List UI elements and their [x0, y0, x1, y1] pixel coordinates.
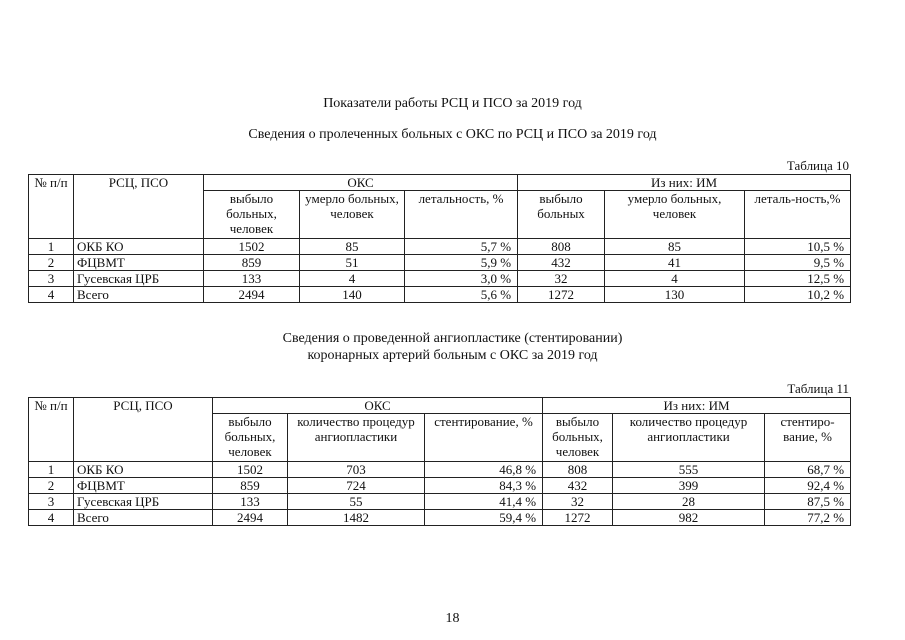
table2-header-col: выбыло больных, человек	[213, 414, 288, 462]
table-cell: 724	[288, 478, 425, 494]
table-cell: Всего	[74, 287, 204, 303]
table-cell: 5,9 %	[405, 255, 518, 271]
table-row	[29, 478, 851, 494]
table-cell: Гусевская ЦРБ	[74, 271, 204, 287]
table-row	[29, 494, 851, 510]
table-cell: 2494	[204, 287, 300, 303]
table1-caption: Таблица 10	[786, 158, 849, 173]
table-cell: 1	[29, 462, 74, 478]
table-cell: 859	[204, 255, 300, 271]
table-cell: 68,7 %	[765, 462, 851, 478]
table-cell: 3,0 %	[405, 271, 518, 287]
table-cell: Гусевская ЦРБ	[74, 494, 213, 510]
table1-header-col: летальность, %	[405, 191, 518, 239]
table-row	[29, 271, 851, 287]
table-cell: 5,6 %	[405, 287, 518, 303]
table-cell: 1	[29, 239, 74, 255]
table2-header-name: РСЦ, ПСО	[74, 398, 213, 462]
table-cell: 432	[518, 255, 605, 271]
table1-header-group-oks: ОКС	[204, 175, 518, 191]
table-cell: 59,4 %	[425, 510, 543, 526]
table-cell: 51	[300, 255, 405, 271]
table2-header-col: стентирование, %	[425, 414, 543, 462]
table-cell: 9,5 %	[745, 255, 851, 271]
table1-header-col: выбыло больных	[518, 191, 605, 239]
table-cell: 4	[29, 287, 74, 303]
table-cell: 2	[29, 255, 74, 271]
table-cell: 4	[29, 510, 74, 526]
table2-header-col: количество процедур ангиопластики	[288, 414, 425, 462]
table-cell: 41,4 %	[425, 494, 543, 510]
table1-header-num: № п/п	[29, 175, 74, 239]
table2-caption: Таблица 11	[787, 381, 849, 396]
table-cell: 3	[29, 494, 74, 510]
table1-header-col: умерло больных, человек	[605, 191, 745, 239]
table-cell: 28	[613, 494, 765, 510]
table2-header-num: № п/п	[29, 398, 74, 462]
table-cell: 10,2 %	[745, 287, 851, 303]
table-cell: 1502	[213, 462, 288, 478]
table-cell: 84,3 %	[425, 478, 543, 494]
table-cell: 12,5 %	[745, 271, 851, 287]
table-cell: 1482	[288, 510, 425, 526]
table-cell: 46,8 %	[425, 462, 543, 478]
table-cell: 808	[518, 239, 605, 255]
table-cell: 32	[543, 494, 613, 510]
table-cell: 41	[605, 255, 745, 271]
table-cell: 399	[613, 478, 765, 494]
table2-header-col: выбыло больных, человек	[543, 414, 613, 462]
table-row	[29, 287, 851, 303]
table-cell: 432	[543, 478, 613, 494]
table-row	[29, 462, 851, 478]
table-row	[29, 255, 851, 271]
table-cell: 130	[605, 287, 745, 303]
table2-header-group-oks: ОКС	[213, 398, 543, 414]
table-cell: ФЦВМТ	[74, 255, 204, 271]
table-cell: 555	[613, 462, 765, 478]
table-cell: 3	[29, 271, 74, 287]
table-cell: 55	[288, 494, 425, 510]
table-cell: 5,7 %	[405, 239, 518, 255]
table-cell: 808	[543, 462, 613, 478]
table-row	[29, 239, 851, 255]
table-cell: 87,5 %	[765, 494, 851, 510]
table-cell: Всего	[74, 510, 213, 526]
table-cell: 32	[518, 271, 605, 287]
table1-header-col: выбыло больных, человек	[204, 191, 300, 239]
table-cell: 85	[605, 239, 745, 255]
table2-header-col: стентиро-вание, %	[765, 414, 851, 462]
table-cell: 140	[300, 287, 405, 303]
table-cell: 92,4 %	[765, 478, 851, 494]
table-cell: ОКБ КО	[74, 239, 204, 255]
table-cell: 77,2 %	[765, 510, 851, 526]
table-cell: ФЦВМТ	[74, 478, 213, 494]
table-cell: 133	[213, 494, 288, 510]
table-cell: 1272	[518, 287, 605, 303]
table-cell: 859	[213, 478, 288, 494]
table2-subtitle-line2: коронарных артерий больным с ОКС за 2019 год	[307, 348, 598, 363]
table-row	[29, 510, 851, 526]
table-cell: 85	[300, 239, 405, 255]
table1-header-col: леталь-ность,%	[745, 191, 851, 239]
table2-header-col: количество процедур ангиопластики	[613, 414, 765, 462]
table-cell: 1502	[204, 239, 300, 255]
table-cell: 2	[29, 478, 74, 494]
table-cell: 4	[300, 271, 405, 287]
table2-header-row	[29, 398, 851, 414]
table-cell: 4	[605, 271, 745, 287]
table2-header-group-im: Из них: ИМ	[543, 398, 851, 414]
table1-header-col: умерло больных, человек	[300, 191, 405, 239]
table-cell: 1272	[543, 510, 613, 526]
table-cell: 2494	[213, 510, 288, 526]
page-title: Показатели работы РСЦ и ПСО за 2019 год	[323, 96, 582, 111]
table-cell: ОКБ КО	[74, 462, 213, 478]
table2	[28, 397, 851, 526]
table1-subtitle: Сведения о пролеченных больных с ОКС по РСЦ и ПСО за 2019 год	[248, 127, 657, 142]
table-cell: 703	[288, 462, 425, 478]
table1-header-group-im: Из них: ИМ	[518, 175, 851, 191]
table2-subtitle-line1: Сведения о проведенной ангиопластике (стентировании)	[282, 331, 623, 346]
table1	[28, 174, 851, 303]
table-cell: 10,5 %	[745, 239, 851, 255]
table1-header-name: РСЦ, ПСО	[74, 175, 204, 239]
table-cell: 982	[613, 510, 765, 526]
page-number: 18	[445, 611, 460, 626]
table-cell: 133	[204, 271, 300, 287]
table1-header-row	[29, 175, 851, 191]
